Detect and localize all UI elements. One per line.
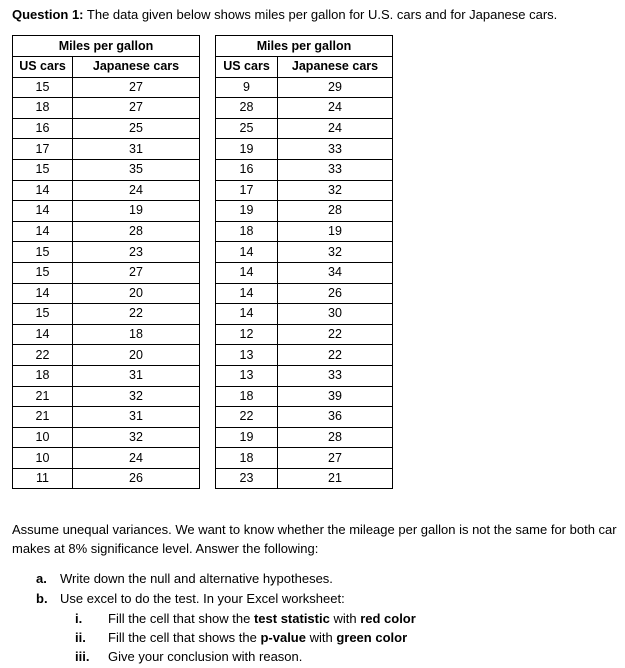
table-row: [216, 242, 393, 263]
item-label: a.: [36, 571, 47, 586]
item-text: Give your conclusion with reason.: [108, 649, 303, 664]
us-cars-cell: 15: [13, 77, 73, 98]
item-text: Fill the cell that show the test statistic with red color: [108, 611, 416, 626]
table-row: [216, 427, 393, 448]
col-header-us: US cars: [13, 57, 73, 78]
table-row: [216, 139, 393, 160]
japanese-cars-cell: 33: [278, 159, 393, 180]
japanese-cars-cell: 28: [278, 427, 393, 448]
table-row: [13, 324, 200, 345]
japanese-cars-cell: 19: [73, 201, 200, 222]
japanese-cars-cell: 22: [278, 345, 393, 366]
japanese-cars-cell: 33: [278, 139, 393, 160]
us-cars-cell: 16: [13, 118, 73, 139]
table-row: [216, 118, 393, 139]
table-row: [216, 98, 393, 119]
us-cars-cell: 12: [216, 324, 278, 345]
japanese-cars-cell: 27: [73, 98, 200, 119]
table-row: [216, 283, 393, 304]
item-text: Use excel to do the test. In your Excel worksheet:: [60, 591, 345, 606]
table-row: [216, 365, 393, 386]
japanese-cars-cell: 39: [278, 386, 393, 407]
us-cars-cell: 21: [13, 386, 73, 407]
item-text: Fill the cell that shows the p-value with green color: [108, 630, 408, 645]
item-label: i.: [75, 611, 83, 626]
us-cars-cell: 18: [216, 221, 278, 242]
us-cars-cell: 14: [216, 242, 278, 263]
col-header-us: US cars: [216, 57, 278, 78]
table-row: [216, 468, 393, 489]
item-label: b.: [36, 591, 48, 606]
table-row: [13, 77, 200, 98]
us-cars-cell: 9: [216, 77, 278, 98]
us-cars-cell: 15: [13, 159, 73, 180]
japanese-cars-cell: 22: [73, 304, 200, 325]
table-row: [13, 304, 200, 325]
us-cars-cell: 16: [216, 159, 278, 180]
table-row: [216, 77, 393, 98]
us-cars-cell: 17: [13, 139, 73, 160]
table-body: [216, 77, 393, 489]
japanese-cars-cell: 32: [278, 180, 393, 201]
us-cars-cell: 14: [13, 201, 73, 222]
japanese-cars-cell: 26: [278, 283, 393, 304]
us-cars-cell: 19: [216, 427, 278, 448]
us-cars-cell: 14: [216, 283, 278, 304]
table-row: [13, 386, 200, 407]
japanese-cars-cell: 26: [73, 468, 200, 489]
test-statistic-term: test statistic: [253, 611, 330, 626]
table-row: [13, 159, 200, 180]
question-label: Question 1:: [12, 7, 84, 22]
table-row: [216, 324, 393, 345]
table-row: [13, 242, 200, 263]
us-cars-cell: 14: [13, 180, 73, 201]
us-cars-cell: 14: [216, 304, 278, 325]
japanese-cars-cell: 30: [278, 304, 393, 325]
table-row: [216, 304, 393, 325]
table-row: [13, 262, 200, 283]
mpg-table-left: [12, 35, 200, 489]
us-cars-cell: 21: [13, 407, 73, 428]
item-label: ii.: [75, 630, 86, 645]
us-cars-cell: 19: [216, 139, 278, 160]
table-row: [13, 345, 200, 366]
us-cars-cell: 25: [216, 118, 278, 139]
col-header-japanese: Japanese cars: [278, 57, 393, 78]
us-cars-cell: 22: [216, 407, 278, 428]
table-body: [13, 77, 200, 489]
japanese-cars-cell: 31: [73, 407, 200, 428]
japanese-cars-cell: 29: [278, 77, 393, 98]
table-row: [13, 407, 200, 428]
table-row: [216, 221, 393, 242]
japanese-cars-cell: 34: [278, 262, 393, 283]
japanese-cars-cell: 28: [73, 221, 200, 242]
table-row: [216, 448, 393, 469]
japanese-cars-cell: 24: [278, 98, 393, 119]
table-row: [13, 283, 200, 304]
japanese-cars-cell: 23: [73, 242, 200, 263]
us-cars-cell: 28: [216, 98, 278, 119]
us-cars-cell: 18: [216, 386, 278, 407]
japanese-cars-cell: 36: [278, 407, 393, 428]
japanese-cars-cell: 19: [278, 221, 393, 242]
table-row: [216, 407, 393, 428]
table-row: [216, 180, 393, 201]
table-row: [13, 118, 200, 139]
japanese-cars-cell: 32: [73, 386, 200, 407]
table-title: Miles per gallon: [13, 36, 200, 57]
col-header-japanese: Japanese cars: [73, 57, 200, 78]
table-row: [216, 345, 393, 366]
question-title: [12, 7, 557, 23]
japanese-cars-cell: 24: [278, 118, 393, 139]
table-row: [216, 262, 393, 283]
us-cars-cell: 14: [216, 262, 278, 283]
japanese-cars-cell: 35: [73, 159, 200, 180]
us-cars-cell: 23: [216, 468, 278, 489]
item-label: iii.: [75, 649, 90, 664]
japanese-cars-cell: 31: [73, 139, 200, 160]
us-cars-cell: 18: [216, 448, 278, 469]
table-row: [216, 201, 393, 222]
japanese-cars-cell: 20: [73, 283, 200, 304]
table-row: [13, 180, 200, 201]
table-row: [13, 468, 200, 489]
japanese-cars-cell: 21: [278, 468, 393, 489]
us-cars-cell: 19: [216, 201, 278, 222]
us-cars-cell: 15: [13, 262, 73, 283]
table-title: Miles per gallon: [216, 36, 393, 57]
us-cars-cell: 14: [13, 283, 73, 304]
us-cars-cell: 10: [13, 448, 73, 469]
us-cars-cell: 18: [13, 365, 73, 386]
us-cars-cell: 17: [216, 180, 278, 201]
mpg-table-right: [215, 35, 393, 489]
green-color-term: green color: [336, 630, 408, 645]
us-cars-cell: 18: [13, 98, 73, 119]
assumption-paragraph: Assume unequal variances. We want to know whether the mileage per gallon is not the same for both car makes at 8% significance level. Answer the following:: [12, 522, 617, 556]
table-row: [13, 139, 200, 160]
us-cars-cell: 13: [216, 365, 278, 386]
us-cars-cell: 10: [13, 427, 73, 448]
table-row: [13, 201, 200, 222]
japanese-cars-cell: 31: [73, 365, 200, 386]
question-text: The data given below shows miles per gallon for U.S. cars and for Japanese cars.: [83, 7, 558, 22]
japanese-cars-cell: 27: [73, 262, 200, 283]
us-cars-cell: 11: [13, 468, 73, 489]
us-cars-cell: 22: [13, 345, 73, 366]
japanese-cars-cell: 28: [278, 201, 393, 222]
red-color-term: red color: [360, 611, 416, 626]
japanese-cars-cell: 22: [278, 324, 393, 345]
japanese-cars-cell: 24: [73, 180, 200, 201]
us-cars-cell: 14: [13, 221, 73, 242]
table-row: [13, 221, 200, 242]
table-row: [13, 98, 200, 119]
us-cars-cell: 15: [13, 304, 73, 325]
us-cars-cell: 15: [13, 242, 73, 263]
table-row: [13, 448, 200, 469]
item-text: Write down the null and alternative hypotheses.: [60, 571, 333, 586]
japanese-cars-cell: 24: [73, 448, 200, 469]
table-row: [216, 386, 393, 407]
japanese-cars-cell: 25: [73, 118, 200, 139]
japanese-cars-cell: 20: [73, 345, 200, 366]
us-cars-cell: 14: [13, 324, 73, 345]
japanese-cars-cell: 18: [73, 324, 200, 345]
p-value-term: p-value: [260, 630, 306, 645]
japanese-cars-cell: 27: [73, 77, 200, 98]
us-cars-cell: 13: [216, 345, 278, 366]
japanese-cars-cell: 33: [278, 365, 393, 386]
japanese-cars-cell: 32: [73, 427, 200, 448]
table-row: [13, 365, 200, 386]
japanese-cars-cell: 27: [278, 448, 393, 469]
japanese-cars-cell: 32: [278, 242, 393, 263]
table-row: [13, 427, 200, 448]
table-row: [216, 159, 393, 180]
